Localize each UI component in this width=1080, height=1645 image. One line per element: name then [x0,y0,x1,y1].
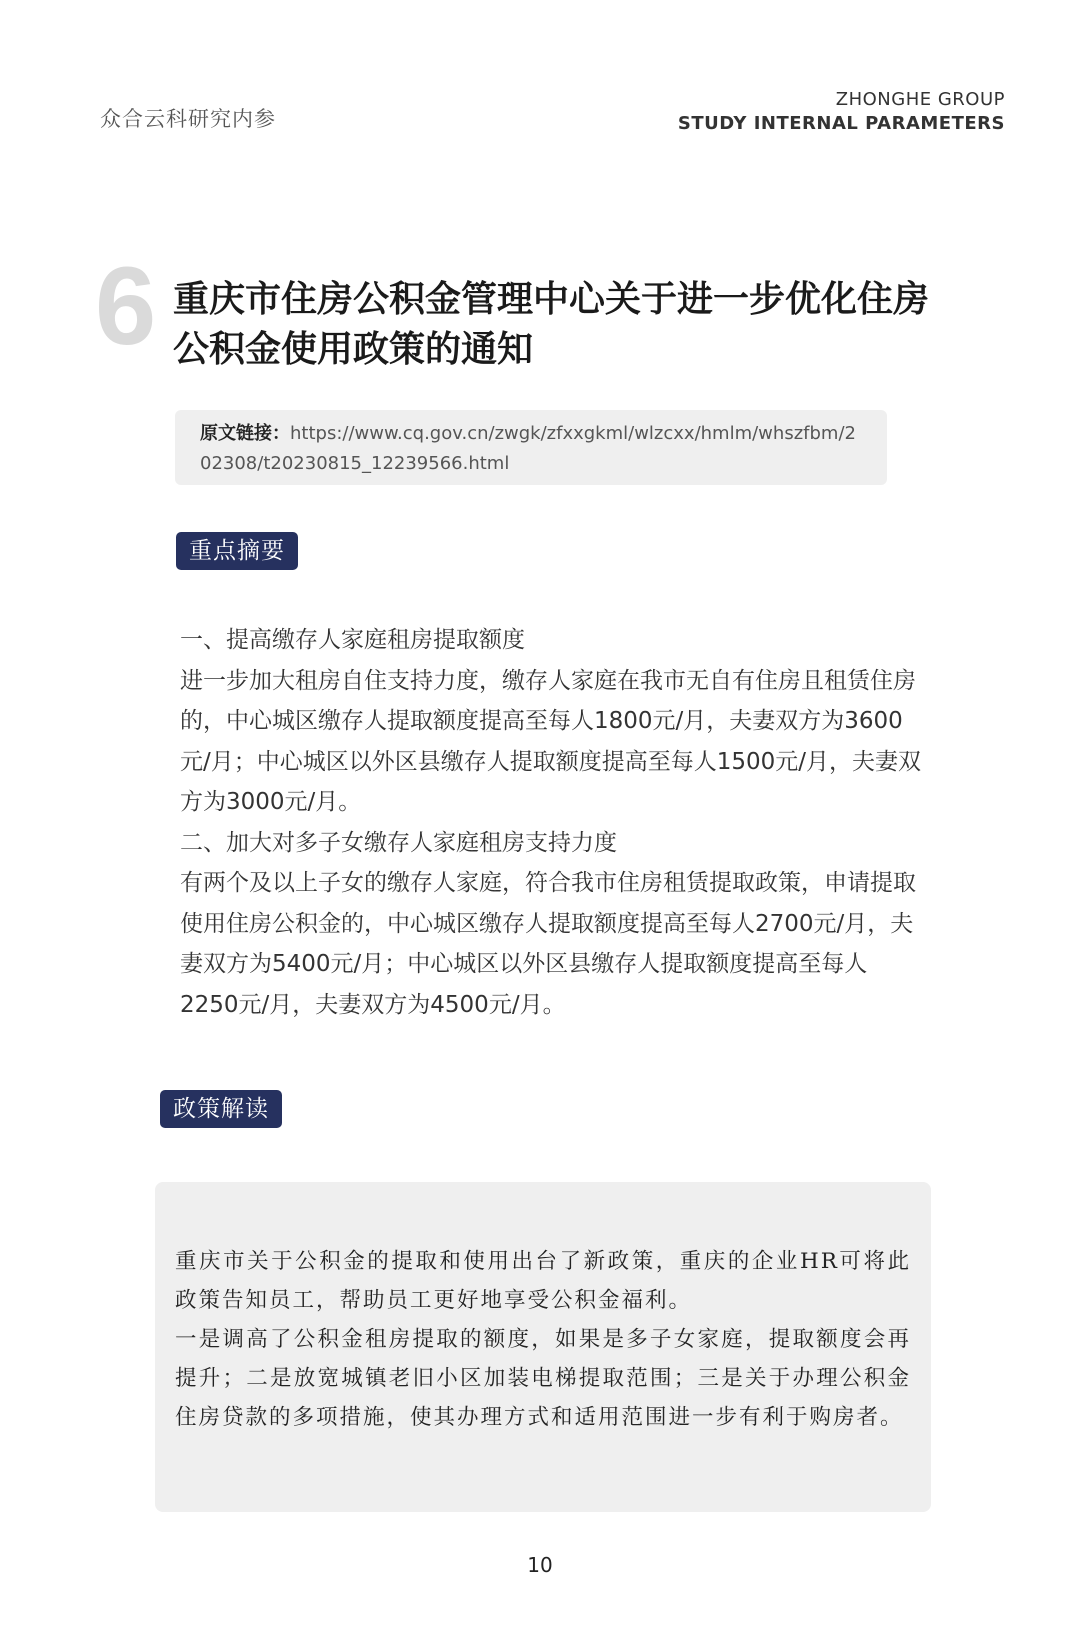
summary-paragraph-1: 进一步加大租房自住支持力度，缴存人家庭在我市无自有住房且租赁住房的，中心城区缴存人提取额度提高至每人1800元/月，夫妻双方为3600元/月；中心城区以外区县缴存人提取额度提高至每人1500元/月，夫妻双方为3000元/月。 [180,667,922,815]
brand-line2: STUDY INTERNAL PARAMETERS [677,113,1005,134]
summary-heading-2: 二、加大对多子女缴存人家庭租房支持力度 [180,829,617,856]
header-brand [678,88,1005,136]
summary-heading-1: 一、提高缴存人家庭租房提取额度 [180,627,525,653]
interpretation-paragraph-1: 重庆市关于公积金的提取和使用出台了新政策，重庆的企业HR可将此政策告知员工，帮助员工更好地享受公积金福利。 [175,1249,911,1313]
interpretation-box [155,1182,931,1512]
article-title: 重庆市住房公积金管理中心关于进一步优化住房公积金使用政策的通知 [173,279,930,370]
brand-line1: ZHONGHE GROUP [835,89,1005,110]
page-number: 10 [527,1553,553,1577]
article-number: 6 [95,245,157,368]
publication-name: 众合云科研究内参 [100,107,276,131]
summary-tag: 重点摘要 [176,532,298,570]
source-link-url[interactable]: https://www.cq.gov.cn/zwgk/zfxxgkml/wlzcxx/hmlm/whszfbm/202308/t20230815_12239566.html [200,423,856,474]
summary-body [180,620,925,1025]
source-link-label: 原文链接： [200,423,290,444]
interpretation-tag: 政策解读 [160,1090,282,1128]
summary-paragraph-2: 有两个及以上子女的缴存人家庭，符合我市住房租赁提取政策，申请提取使用住房公积金的，中心城区缴存人提取额度提高至每人2700元/月，夫妻双方为5400元/月；中心城区以外区县缴存人提取额度提高至每人2250元/月，夫妻双方为4500元/月。 [180,870,916,1018]
interpretation-paragraph-2: 一是调高了公积金租房提取的额度，如果是多子女家庭，提取额度会再提升；二是放宽城镇老旧小区加装电梯提取范围；三是关于办理公积金住房贷款的多项措施，使其办理方式和适用范围进一步有利于购房者。 [175,1327,911,1430]
source-link-box [175,410,887,485]
